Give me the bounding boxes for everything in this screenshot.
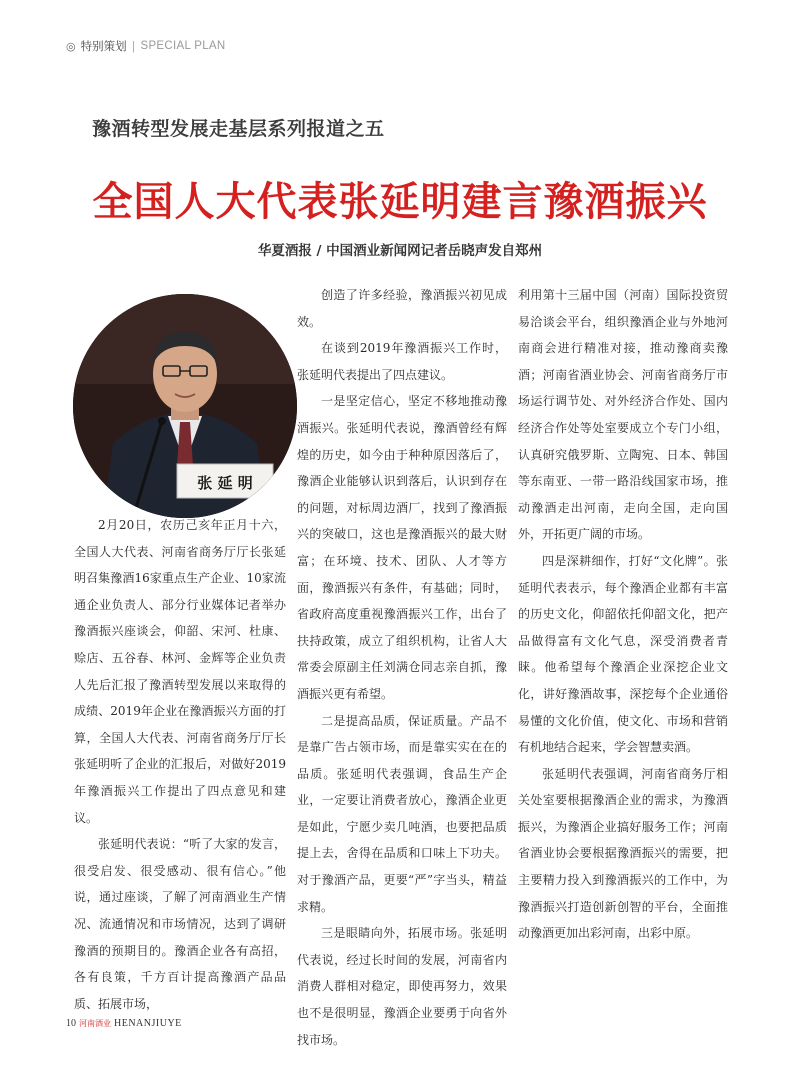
text-column-1: [74, 512, 286, 1017]
byline: 华夏酒报 / 中国酒业新闻网记者岳晓声发自郑州: [257, 243, 543, 259]
nameplate-text: 张 延 明: [197, 474, 253, 492]
paragraph: 在谈到2019年豫酒振兴工作时，张延明代表提出了四点建议。: [297, 341, 507, 382]
paragraph: 张延明代表强调，河南省商务厅相关处室要根据豫酒企业的需求，为豫酒振兴，为豫酒企业搞好服务工作；河南省酒业协会要根据豫酒振兴的需要，把主要精力投入到豫酒振兴的工作中，为豫酒振兴打造创新创智的平台，全面推动豫酒更加出彩河南，出彩中原。: [518, 766, 728, 941]
paragraph: 利用第十三届中国（河南）国际投资贸易洽谈会平台，组织豫酒企业与外地河南商会进行精准对接，推动豫商卖豫酒；河南省酒业协会、河南省商务厅市场运行调节处、对外经济合作处、国内经济合作处等处室要成立个专门小组，认真研究俄罗斯、立陶宛、日本、韩国等东南亚、一带一路沿线国家市场，推动豫酒走出河南，走向全国，走向国外，开拓更广阔的市场。: [518, 288, 728, 542]
article-title: 全国人大代表张延明建言豫酒振兴: [92, 179, 708, 225]
paragraph: 三是眼睛向外，拓展市场。张延明代表说，经过长时间的发展，河南省内消费人群相对稳定，即使再努力，效果也不是很明显，豫酒企业要勇于向省外找市场。: [297, 926, 507, 1047]
header-divider: |: [131, 39, 136, 53]
paragraph: 四是深耕细作，打好“文化牌”。张延明代表表示，每个豫酒企业都有丰富的历史文化，仰韶依托仰韶文化，把产品做得富有文化气息，深受消费者青睐。他希望每个豫酒企业深挖企业文化，讲好豫酒故事，深挖每个企业通俗易懂的文化价值，使文化、市场和营销有机地结合起来，学会智慧卖酒。: [518, 553, 728, 755]
circle-mark-icon: ◎: [66, 39, 76, 53]
paragraph: 张延明代表说：“听了大家的发言，很受启发、很受感动、很有信心。”他说，通过座谈，了解了河南酒业生产情况、流通情况和市场情况，达到了调研豫酒的预期目的。豫酒企业各有高招，各有良策，千方百计提高豫酒产品品质、拓展市场，: [74, 837, 286, 1011]
text-column-2: [297, 282, 507, 1053]
section-label-en: SPECIAL PLAN: [140, 40, 226, 52]
page-number: 10: [66, 1018, 76, 1029]
paragraph: 创造了许多经验，豫酒振兴初见成效。: [297, 288, 507, 329]
section-label-cn: 特别策划: [80, 39, 127, 53]
paragraph: 二是提高品质，保证质量。产品不是靠广告占领市场，而是靠实实在在的品质。张延明代表强调，食品生产企业，一定要让消费者放心，豫酒企业更是如此，宁愿少卖几吨酒，也要把品质提上去，舍得在品质和口味上下功夫。对于豫酒产品，更要“严”字当头，精益求精。: [297, 713, 507, 914]
page-footer: [66, 1018, 182, 1029]
magazine-name-cn: 河南酒业: [79, 1019, 111, 1028]
magazine-name-en: HENANJIUYE: [114, 1018, 182, 1029]
paragraph: 一是坚定信心，坚定不移地推动豫酒振兴。张延明代表说，豫酒曾经有辉煌的历史，如今由于种种原因落后了，豫酒企业能够认识到落后，认识到存在的问题，对标周边酒厂，找到了豫酒振兴的突破口，这也是豫酒振兴的最大财富；在环境、技术、团队、人才等方面，豫酒振兴有条件，有基础；同时，省政府高度重视豫酒振兴工作，出台了扶持政策，成立了组织机构，让省人大常委会原副主任刘满仓同志亲自抓，豫酒振兴更有希望。: [297, 394, 507, 701]
portrait-photo: [73, 294, 297, 518]
series-subtitle: 豫酒转型发展走基层系列报道之五: [92, 118, 385, 140]
text-column-3: [518, 282, 728, 947]
paragraph: 2月20日，农历己亥年正月十六，全国人大代表、河南省商务厅厅长张延明召集豫酒16家重点生产企业、10家流通企业负责人、部分行业媒体记者举办豫酒振兴座谈会，仰韶、宋河、杜康、赊店、五谷春、林河、金辉等企业负责人先后汇报了豫酒转型发展以来取得的成绩、2019年企业在豫酒振兴方面的打算，全国人大代表、河南省商务厅厅长张延明听了企业的汇报后，对做好2019年豫酒振兴工作提出了四点意见和建议。: [74, 518, 286, 825]
section-header: [66, 38, 225, 54]
